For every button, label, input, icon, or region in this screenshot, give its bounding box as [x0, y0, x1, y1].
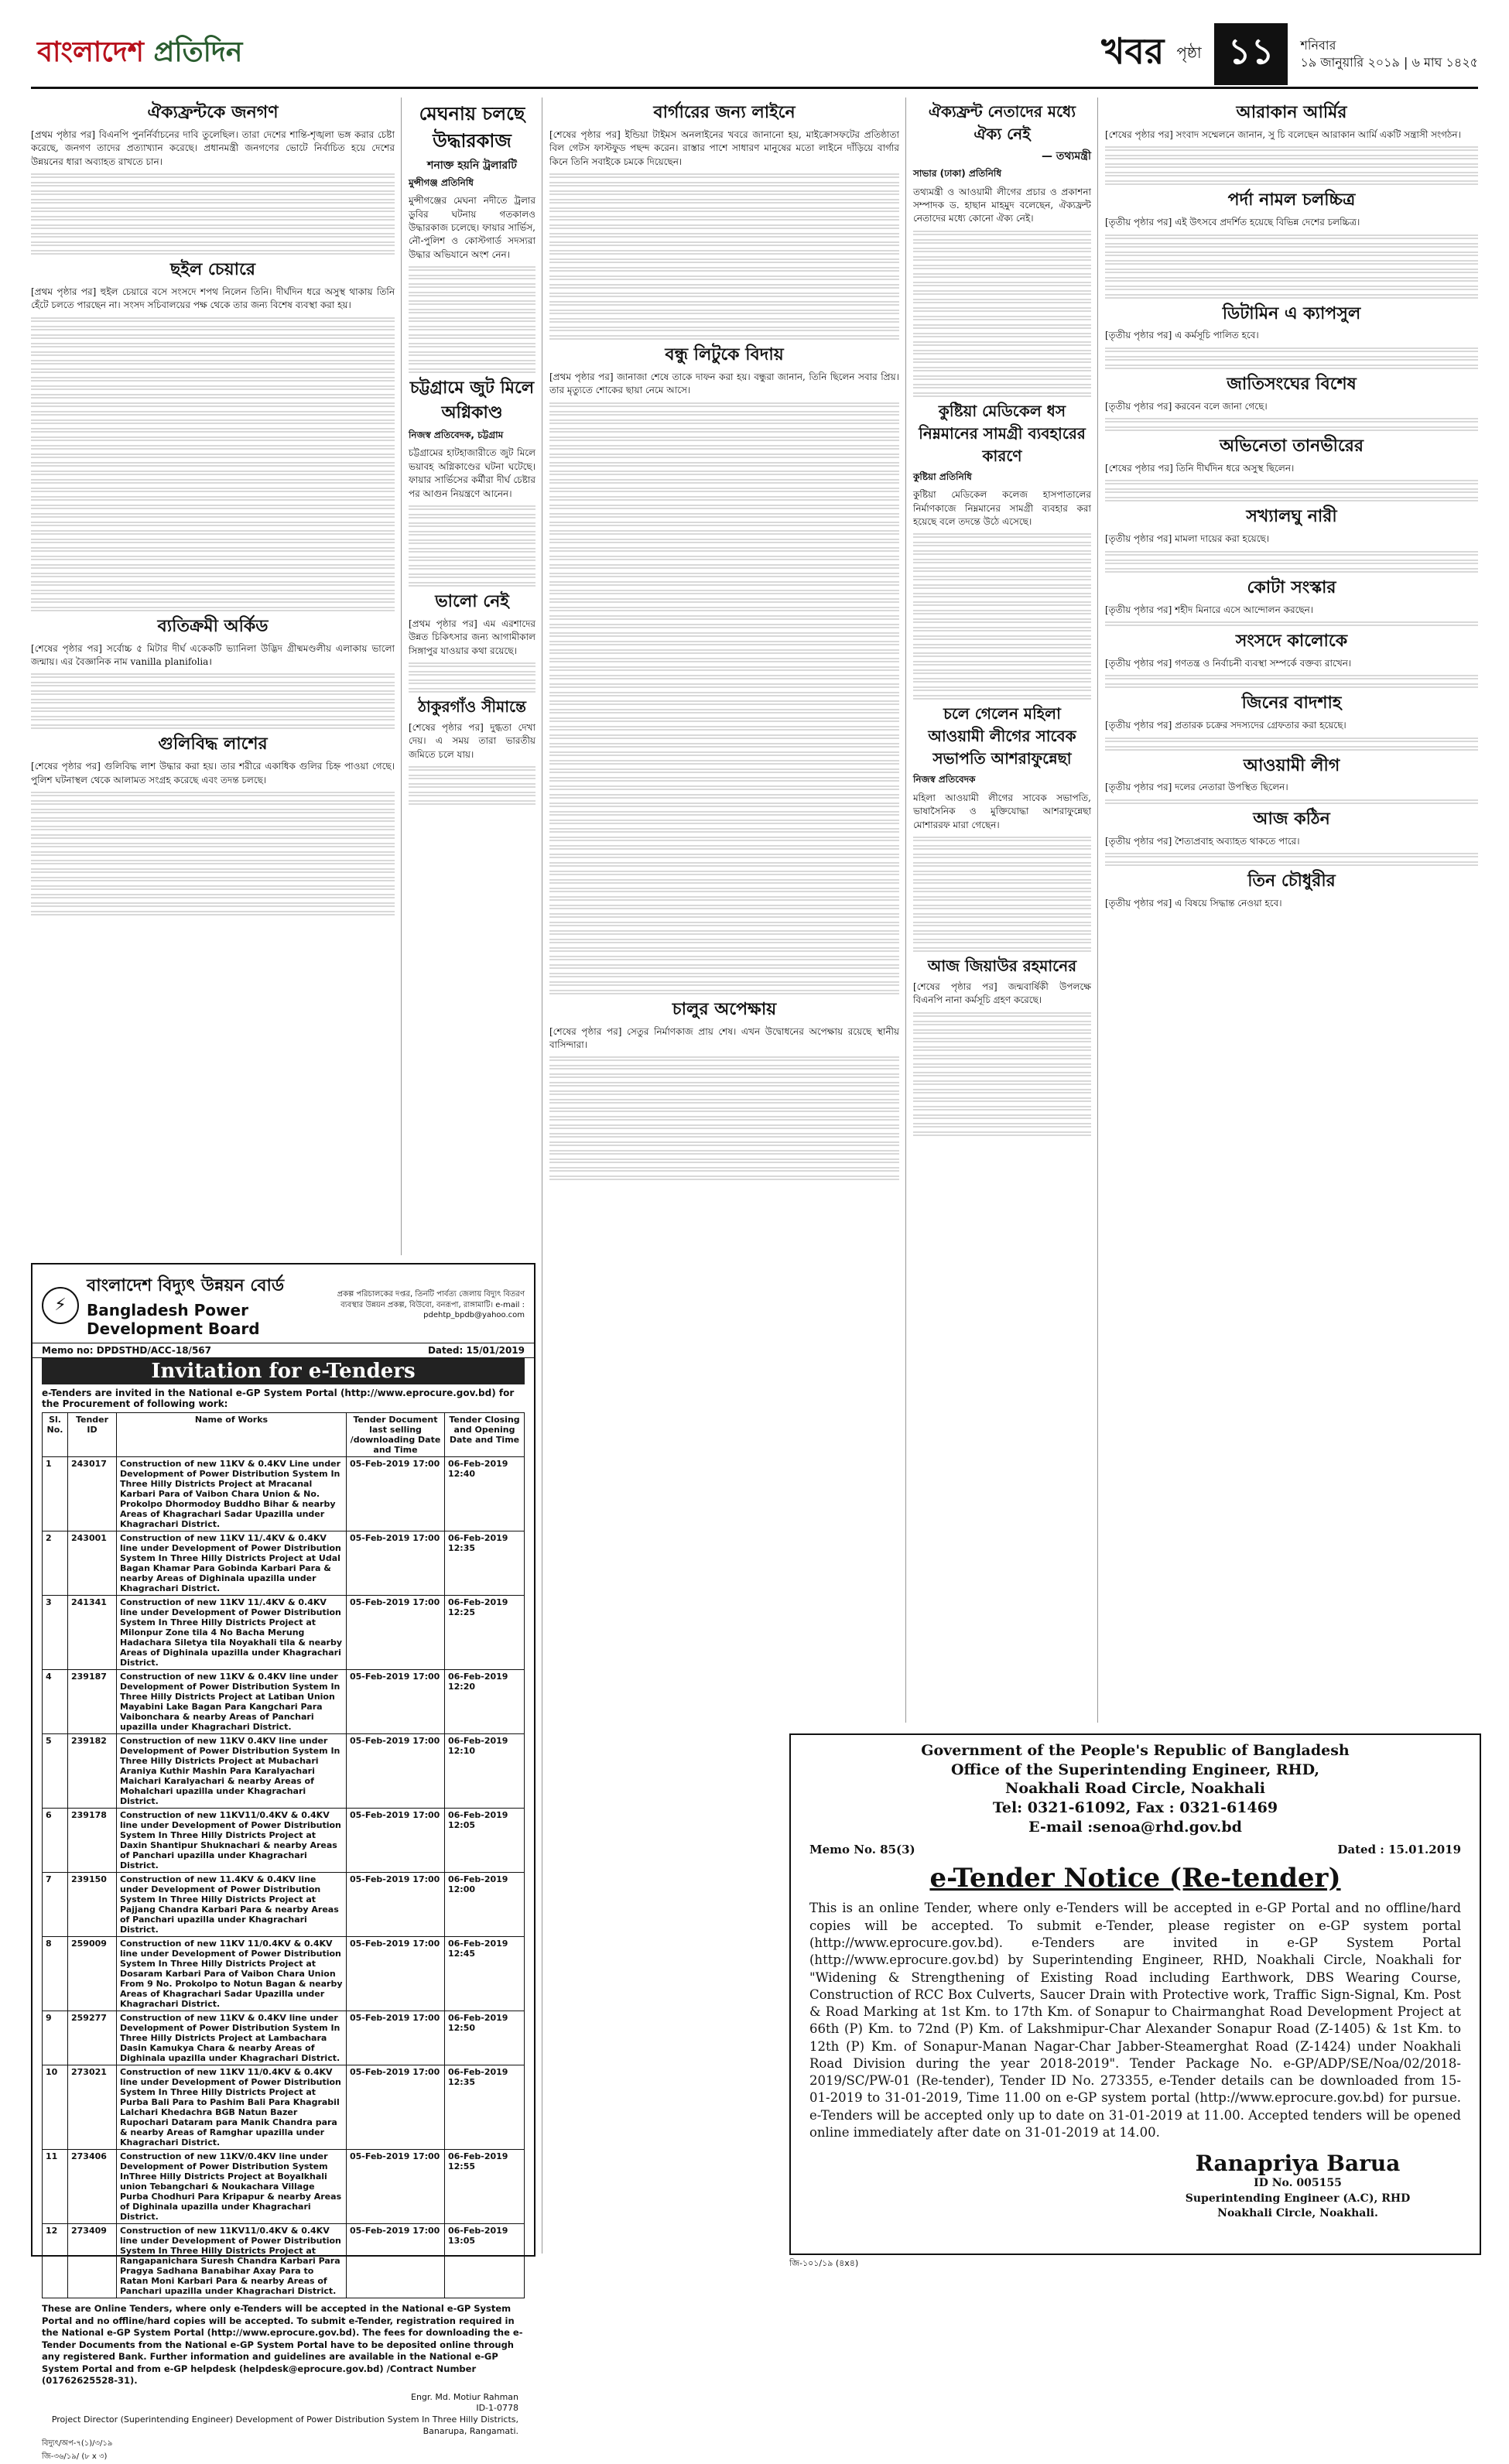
byline: মুন্সীগঞ্জ প্রতিনিধি [409, 176, 474, 188]
signatory-name: Engr. Md. Motiur Rahman [411, 2391, 518, 2402]
cell-tender-id: 239182 [68, 1734, 117, 1809]
column-2 [409, 98, 536, 807]
cell-close-date: 06-Feb-2019 12:05 [445, 1809, 525, 1873]
col-header-last: Tender Document last selling /downloading Date and Time [347, 1413, 445, 1457]
page-number: ১১ [1214, 23, 1288, 85]
article-text: চট্টগ্রামের হাটহাজারীতে জুট মিলে ভয়াবহ অগ্নিকাণ্ডের ঘটনা ঘটেছে। ফায়ার সার্ভিসের কর্মীরা দীর্ঘ চেষ্টার পর আগুন নিয়ন্ত্রণে আনেন। [409, 447, 536, 499]
headline: চলে গেলেন মহিলা আওয়ামী লীগের সাবেক সভাপতি আশরাফুন্নেছা [928, 704, 1076, 768]
ad-header [33, 1265, 534, 1343]
headline: সংসদে কালোকে [1235, 631, 1348, 651]
column-1 [31, 98, 395, 918]
column-divider [401, 98, 402, 1255]
ad-intro: e-Tenders are invited in the National e-GP System Portal (http://www.eprocure.gov.bd) for the Procurement of following work: [42, 1388, 515, 1409]
org-name-bn: বাংলাদেশ বিদ্যুৎ উন্নয়ন বোর্ড [87, 1276, 285, 1295]
col-header-sl: Sl. No. [43, 1413, 68, 1457]
cell-close-date: 06-Feb-2019 12:55 [445, 2150, 525, 2224]
col-header-name: Name of Works [117, 1413, 347, 1457]
cell-work-name: Construction of new 11KV/0.4KV line under Development of Power Distribution System InThree Hilly Districts Project at Boyalkhali union Tebangchari & Noukachara Village Purba Chodhuri Para Kripapur & nearby Areas of Dighinala upazilla under Khagrachari District. [117, 2150, 347, 2224]
cell-sl: 1 [43, 1457, 68, 1531]
col-header-id: Tender ID [68, 1413, 117, 1457]
table-row [43, 2011, 525, 2065]
circle-name: Noakhali Road Circle, Noakhali [1005, 1780, 1265, 1798]
column-divider [905, 98, 906, 1723]
article-text: [শেষের পৃষ্ঠার পর] সংবাদ সম্মেলনে জানান, সু চি বলেছেন আরাকান আর্মি একটি সন্ত্রাসী সংগঠন। [1105, 128, 1461, 140]
signatory-id: ID No. 005155 [1254, 2177, 1342, 2190]
cell-work-name: Construction of new 11KV11/0.4KV & 0.4KV line under Development of Power Distribution System In Three Hilly Districts Project at Daxin Shantipur Shuknachari & nearby Areas of Panchari upazilla under Khagrachari District. [117, 1809, 347, 1873]
headline: তিন চৌধুরীর [1247, 871, 1336, 891]
headline: গুলিবিদ্ধ লাশের [158, 734, 268, 755]
article-text: [শেষের পৃষ্ঠার পর] সর্বোচ্চ ৫ মিটার দীর্ঘ একেকটি ভ্যানিলা উদ্ভিদ গ্রীষ্মমণ্ডলীয় এলাকায় ভালো জন্মায়। এর বৈজ্ঞানিক নাম vanilla planifolia। [31, 642, 395, 668]
col-header-close: Tender Closing and Opening Date and Time [445, 1413, 525, 1457]
cell-tender-id: 273021 [68, 2065, 117, 2150]
ad-title: e-Tender Notice (Re-tender) [929, 1863, 1341, 1894]
cell-close-date: 06-Feb-2019 12:35 [445, 2065, 525, 2150]
cell-last-date: 05-Feb-2019 17:00 [347, 1734, 445, 1809]
memo-row [791, 1836, 1480, 1857]
memo-number: Memo No. 85(3) [809, 1843, 915, 1857]
column-5 [1105, 98, 1478, 913]
article-text: [শেষের পৃষ্ঠার পর] জন্মবার্ষিকী উপলক্ষে বিএনপি নানা কর্মসূচি গ্রহণ করেছে। [913, 980, 1091, 1006]
headline: চালুর অপেক্ষায় [672, 999, 777, 1019]
headline: ঐক্যফ্রন্ট নেতাদের মধ্যে ঐক্য নেই [928, 102, 1076, 143]
cell-close-date: 06-Feb-2019 12:20 [445, 1670, 525, 1734]
ad-codes [33, 2438, 534, 2464]
headline: জিনের বাদশাহ [1241, 693, 1342, 714]
article-text: [শেষের পৃষ্ঠার পর] তিনি দীর্ঘদিন ধরে অসুস্থ ছিলেন। [1105, 463, 1295, 474]
cell-sl: 3 [43, 1596, 68, 1670]
ad-code: জি-৩৬/১৯/ (৮ x ৩) [42, 2452, 108, 2461]
article-text: [তৃতীয় পৃষ্ঠার পর] এই উৎসবে প্রদর্শিত হয়েছে বিভিন্ন দেশের চলচ্চিত্র। [1105, 217, 1360, 228]
cell-last-date: 05-Feb-2019 17:00 [347, 1937, 445, 2011]
table-row [43, 1873, 525, 1937]
table-row [43, 2224, 525, 2298]
cell-work-name: Construction of new 11KV 11/0.4KV & 0.4KV line under Development of Power Distribution System In Three Hilly Districts Project at Dosaram Karbari Para of Vaibon Chara Union From 9 No. Prokolpo to Notun Bagan & nearby Areas of Khagrachari Sadar Upazilla under Khagrachari District. [117, 1937, 347, 2011]
cell-sl: 7 [43, 1873, 68, 1937]
article-text: [শেষের পৃষ্ঠার পর] গুলিবিদ্ধ লাশ উদ্ধার করা হয়। তার শরীরে একাধিক গুলির চিহ্ন পাওয়া গেছে। পুলিশ ঘটনাস্থল থেকে আলামত সংগ্রহ করেছে এবং তদন্ত চলছে। [31, 761, 395, 785]
article-text: [তৃতীয় পৃষ্ঠার পর] দলের নেতারা উপস্থিত ছিলেন। [1105, 782, 1288, 793]
cell-close-date: 06-Feb-2019 12:25 [445, 1596, 525, 1670]
memo-date: Dated: 15/01/2019 [427, 1345, 525, 1356]
cell-tender-id: 259009 [68, 1937, 117, 2011]
cell-close-date: 06-Feb-2019 13:05 [445, 2224, 525, 2298]
article-text: [তৃতীয় পৃষ্ঠার পর] করবেন বলে জানা গেছে। [1105, 400, 1268, 412]
cell-close-date: 06-Feb-2019 12:40 [445, 1457, 525, 1531]
headline: সখ্যালঘু নারী [1246, 507, 1337, 527]
org-name-en: Bangladesh Power Development Board [87, 1301, 260, 1338]
logo-main-text: বাংলাদেশ [37, 36, 154, 68]
byline: কুষ্টিয়া প্রতিনিধি [913, 471, 972, 482]
cell-last-date: 05-Feb-2019 17:00 [347, 1457, 445, 1531]
table-row [43, 1457, 525, 1531]
article-text: [তৃতীয় পৃষ্ঠার পর] শৈত্যপ্রবাহ অব্যাহত থাকতে পারে। [1105, 835, 1300, 847]
article-text: [প্রথম পৃষ্ঠার পর] জানাজা শেষে তাকে দাফন করা হয়। বন্ধুরা জানান, তিনি ছিলেন সবার প্রিয়। তার মৃত্যুতে শোকের ছায়া নেমে আসে। [549, 371, 899, 396]
signatory-title: Superintending Engineer (A.C), RHD [1185, 2192, 1411, 2205]
cell-last-date: 05-Feb-2019 17:00 [347, 2150, 445, 2224]
cell-tender-id: 241341 [68, 1596, 117, 1670]
article-text: [প্রথম পৃষ্ঠার পর] হুইল চেয়ারে বসে সংসদে শপথ নিলেন তিনি। দীর্ঘদিন ধরে অসুস্থ থাকায় তিনি হেঁটে চলতে পারছেন না। সংসদ সচিবালয়ের পক্ষ থেকে তার জন্য বিশেষ ব্যবস্থা করা হয়। [31, 286, 395, 311]
cell-work-name: Construction of new 11KV 11/0.4KV & 0.4KV line under Development of Power Distribution System In Three Hilly Districts Project at Purba Bali Para to Pashim Bali Para Khagrabil Lalchari Khedachra BGB Natun Bazer Rupochari Dataram para Manik Chandra para & nearby Areas of Ramghar upazilla under Khagrachari District. [117, 2065, 347, 2150]
cell-last-date: 05-Feb-2019 17:00 [347, 2065, 445, 2150]
cell-work-name: Construction of new 11.4KV & 0.4KV line under Development of Power Distribution System In Three Hilly Districts Project at Pajjang Chandra Karbari Para & nearby Areas of Panchari upazilla under Khagrachari District. [117, 1873, 347, 1937]
contact-tel: Tel: 0321-61092, Fax : 0321-61469 [992, 1799, 1278, 1817]
article-text: তথ্যমন্ত্রী ও আওয়ামী লীগের প্রচার ও প্রকাশনা সম্পাদক ড. হাছান মাহমুদ বলেছেন, ঐক্যফ্রন্ট নেতাদের মধ্যে কোনো ঐক্য নেই। [913, 186, 1091, 224]
table-row [43, 1596, 525, 1670]
headline: ঠাকুরগাঁও সীমান্তে [418, 697, 526, 717]
headline: কুষ্টিয়া মেডিকেল ধস নিম্নমানের সামগ্রী ব্যবহারের কারণে [919, 401, 1086, 465]
headline: আওয়ামী লীগ [1243, 755, 1340, 775]
tender-table [42, 1412, 525, 2298]
column-divider [1097, 98, 1098, 1723]
table-row [43, 1531, 525, 1596]
cell-work-name: Construction of new 11KV & 0.4KV line under Development of Power Distribution System In Three Hilly Districts Project at Latiban Union Mayabini Lake Bagan Para Kangchari Para Vaibonchara & nearby Areas of Panchari upazilla under Khagrachari District. [117, 1670, 347, 1734]
logo-accent-text: প্রতিদিন [153, 36, 243, 68]
headline: পর্দা নামল চলচ্চিত্র [1227, 190, 1356, 210]
header-rule [31, 87, 1478, 89]
bpdb-tender-ad [31, 1263, 536, 2461]
signature-block [33, 2392, 534, 2438]
article-text: [প্রথম পৃষ্ঠার পর] এম এরশাদের উন্নত চিকিৎসার জন্য আগামীকাল সিঙ্গাপুর যাওয়ার কথা রয়েছে। [409, 618, 536, 656]
cell-sl: 5 [43, 1734, 68, 1809]
cell-work-name: Construction of new 11KV11/0.4KV & 0.4KV line under Development of Power Distribution System In Three Hilly Districts Project at Rangapanichara Suresh Chandra Karbari Para Pragya Sadhana Banabihar Axay Para to Ratan Moni Karbari Para & nearby Areas of Panchari upazilla under Khagrachari District. [117, 2224, 347, 2298]
article-text: [তৃতীয় পৃষ্ঠার পর] প্রতারক চক্রের সদস্যদের গ্রেফতার করা হয়েছে। [1105, 720, 1346, 731]
cell-tender-id: 259277 [68, 2011, 117, 2065]
cell-last-date: 05-Feb-2019 17:00 [347, 1531, 445, 1596]
ad-title: Invitation for e-Tenders [42, 1358, 525, 1384]
article-text: [শেষের পৃষ্ঠার পর] দুগ্ধতা দেখা দেয়। এ সময় তারা ভারতীয় জমিতে চলে যায়। [409, 722, 536, 760]
headline: বার্গারের জন্য লাইনে [653, 103, 796, 122]
rhd-tender-ad [789, 1733, 1481, 2255]
article-text: [তৃতীয় পৃষ্ঠার পর] শহীদ মিনারে এসে আন্দোলন করছেন। [1105, 604, 1314, 615]
article-text: [প্রথম পৃষ্ঠার পর] বিএনপি পুনর্নির্বাচনের দাবি তুলেছিল। তারা দেশের শান্তি-শৃঙ্খলা ভঙ্গ করার চেষ্টা করেছে, জনগণ তাদের প্রত্যাখ্যান করেছে। প্রধানমন্ত্রী জনগণের ভোটে নির্বাচিত হয়ে দেশের উন্নয়নের ধারা অব্যাহত রাখতে চান। [31, 128, 395, 167]
article-text: [তৃতীয় পৃষ্ঠার পর] এ কর্মসূচি পালিত হবে। [1105, 330, 1259, 341]
day-label: শনিবার [1300, 37, 1336, 53]
cell-tender-id: 239178 [68, 1809, 117, 1873]
byline: সাভার (ঢাকা) প্রতিনিধি [913, 168, 1002, 180]
table-row [43, 1809, 525, 1873]
subheadline: শনাক্ত হয়নি ট্রলারটি [427, 159, 517, 172]
signatory-id: ID-1-0778 [476, 2403, 518, 2414]
cell-last-date: 05-Feb-2019 17:00 [347, 1873, 445, 1937]
cell-sl: 4 [43, 1670, 68, 1734]
cell-work-name: Construction of new 11KV & 0.4KV line under Development of Power Distribution System In Three Hilly Districts Project at Lambachara Dasin Kamukya Chara & nearby Areas of Dighinala upazilla under Khagrachari District. [117, 2011, 347, 2065]
signatory-title: Project Director (Superintending Engineer) Development of Power Distribution System In Three Hilly Districts, Banarupa, Rangamati. [51, 2414, 518, 2437]
cell-last-date: 05-Feb-2019 17:00 [347, 1596, 445, 1670]
article-text: মুন্সীগঞ্জের মেঘনা নদীতে ট্রলার ডুবির ঘটনায় গতকালও উদ্ধারকাজ চলেছে। ফায়ার সার্ভিস, নৌ-পুলিশ ও কোস্টগার্ড সদস্যরা উদ্ধার অভিযানে অংশ নেন। [409, 195, 536, 260]
article-text: কুষ্টিয়া মেডিকেল কলেজ হাসপাতালের নির্মাণকাজে নিম্নমানের সামগ্রী ব্যবহার করা হয়েছে বলে তদন্তে উঠে এসেছে। [913, 489, 1091, 528]
headline: ছইল চেয়ারে [170, 260, 255, 280]
table-row [43, 1670, 525, 1734]
headline: জাতিসংঘের বিশেষ [1227, 374, 1357, 394]
table-row [43, 2065, 525, 2150]
headline: বন্ধু লিটুকে বিদায় [665, 345, 784, 365]
page-word: পৃষ্ঠা [1176, 43, 1202, 62]
cell-last-date: 05-Feb-2019 17:00 [347, 1809, 445, 1873]
cell-last-date: 05-Feb-2019 17:00 [347, 2011, 445, 2065]
cell-sl: 9 [43, 2011, 68, 2065]
memo-row [33, 1343, 534, 1358]
cell-work-name: Construction of new 11KV & 0.4KV Line under Development of Power Distribution System In Three Hilly Districts Project at Mracanal Karbari Para of Vaibon Chara Union & No. Prokolpo Dhormodoy Buddho Bihar & nearby Areas of Khagrachari Sadar Upazilla under Khagrachari District. [117, 1457, 347, 1531]
cell-tender-id: 273409 [68, 2224, 117, 2298]
cell-sl: 8 [43, 1937, 68, 2011]
article-text: [শেষের পৃষ্ঠার পর] সেতুর নির্মাণকাজ প্রায় শেষ। এখন উদ্বোধনের অপেক্ষায় রয়েছে স্থানীয় বাসিন্দারা। [549, 1025, 899, 1051]
cell-work-name: Construction of new 11KV 0.4KV line under Development of Power Distribution System In Three Hilly Districts Project at Mubachari Araniya Kuthir Mashin Para Karalyachari Maichari Karalyachari & nearby Areas of Mohalchari upazilla under Khagrachari District. [117, 1734, 347, 1809]
cell-work-name: Construction of new 11KV 11/.4KV & 0.4KV line under Development of Power Distribution System In Three Hilly Districts Project at Udal Bagan Khamar Para Gobinda Karbari Para & nearby Areas of Dighinala upazilla under Khagrachari District. [117, 1531, 347, 1596]
cell-last-date: 05-Feb-2019 17:00 [347, 2224, 445, 2298]
headline: মেঘনায় চলছে উদ্ধারকাজ [419, 103, 525, 152]
memo-number: Memo no: DPDSTHD/ACC-18/567 [42, 1345, 211, 1356]
headline: চট্টগ্রামে জুট মিলে অগ্নিকাণ্ড [409, 378, 535, 423]
bpdb-logo-icon: ⚡ [42, 1287, 79, 1324]
article-text: [তৃতীয় পৃষ্ঠার পর] গণতন্ত্র ও নির্বাচনী ব্যবস্থা সম্পর্কে বক্তব্য রাখেন। [1105, 657, 1352, 669]
headline: ডিটামিন এ ক্যাপসুল [1222, 303, 1361, 323]
table-row [43, 1734, 525, 1809]
article-text: [শেষের পৃষ্ঠার পর] ইন্ডিয়া টাইমস অনলাইনের খবরে জানানো হয়, মাইক্রোসফটের প্রতিষ্ঠাতা বিল গেটস ফাস্টফুড পছন্দ করেন। রাস্তার পাশে সাধারণ মানুষের মতো লাইনে দাঁড়িয়ে বার্গার কিনে তিনি সবাইকে চমকে দিয়েছেন। [549, 128, 899, 167]
signatory-name: Ranapriya Barua [1195, 2151, 1401, 2177]
ad-body: This is an online Tender, where only e-Tenders will be accepted in e-GP Portal and no offline/hard copies will be accepted. To submit e-Tender, please register on e-GP system portal (http://www.eprocure.gov.bd). e-Tenders are invited in e-GP System Portal (http://www.eprocure.gov.bd) by Superintending Engineer, RHD, Noakhali Circle, Noakhali for "Widening & Strengthening of Existing Road including Earthwork, DBS Wearing Course, Construction of RCC Box Culverts, Saucer Drain with Protective work, Traffic Sign-Signal, Km. Post & Road Marking at 1st Km. to 17th Km. of Sonapur to Chairmanghat Road Development Project at 66th (P) Km. to 72nd (P) Km. of Lakshmipur-Char Alexander Sonapur Road (Z-1405) & 1st Km. to 12th (P) Km. of Sonapur-Manan Nagar-Char Jabber-Steamerghat Road (Z-1424) under Noakhali Road Division during the year 2018-2019". Tender Package No. e-GP/ADP/SE/Noa/02/2018-2019/SC/PW-01 (Re-tender), Tender ID No. 273355, e-Tender details can be downloaded from 15-01-2019 to 31-01-2019, Time 11.00 on e-GP system portal (http://www.eprocure.gov.bd) for pursue. e-Tenders will be accepted only up to date on 31-01-2019 at 11.00. Accepted tenders will be opened online immediately after date on 31-01-2019 at 14.00. [809, 1901, 1461, 2140]
office-address: প্রকল্প পরিচালকের দপ্তর, তিনটি পার্বত্য জেলায় বিদ্যুৎ বিতরণ ব্যবস্থার উন্নয়ন প্রকল্প, বিউবো, বনরূপা, রাঙ্গামাটি। e-mail : pdehtp_bpdb@yahoo.com [337, 1290, 525, 1320]
date-label: ১৯ জানুয়ারি ২০১৯ | ৬ মাঘ ১৪২৫ [1300, 55, 1478, 70]
ad-code: জি-১০১/১৯ (৪x৪) [789, 2258, 859, 2268]
cell-tender-id: 243017 [68, 1457, 117, 1531]
cell-close-date: 06-Feb-2019 12:00 [445, 1873, 525, 1937]
column-3 [549, 98, 899, 1182]
cell-close-date: 06-Feb-2019 12:45 [445, 1937, 525, 2011]
cell-tender-id: 239187 [68, 1670, 117, 1734]
cell-sl: 2 [43, 1531, 68, 1596]
cell-sl: 6 [43, 1809, 68, 1873]
headline: ভালো নেই [435, 591, 509, 611]
byline: নিজস্ব প্রতিবেদক [913, 774, 976, 785]
signatory-place: Noakhali Circle, Noakhali. [1217, 2207, 1378, 2220]
cell-sl: 12 [43, 2224, 68, 2298]
headline: ঐক্যফ্রন্টকে জনগণ [147, 103, 279, 122]
memo-date: Dated : 15.01.2019 [1337, 1843, 1461, 1857]
cell-last-date: 05-Feb-2019 17:00 [347, 1670, 445, 1734]
ad-header [791, 1735, 1480, 1836]
headline: আজ জিয়াউর রহমানের [927, 956, 1077, 975]
cell-close-date: 06-Feb-2019 12:10 [445, 1734, 525, 1809]
ad-footer-text: These are Online Tenders, where only e-Tenders will be accepted in the National e-GP System Portal and no offline/hard copies will be accepted. To submit e-Tender, registration required in the National e-GP System Portal (http://www.eprocure.gov.bd). The fees for downloading the e-Tender Documents from the National e-GP System Portal have to be deposited online through any registered Bank. Further information and guidelines are available in the National e-GP System Portal and from e-GP helpdesk (helpdesk@eprocure.gov.bd) /Contract Number (01762625528-31). [42, 2303, 523, 2387]
cell-tender-id: 273406 [68, 2150, 117, 2224]
headline: অভিনেতা তানভীরের [1219, 436, 1364, 457]
page-header [1101, 23, 1478, 85]
newspaper-logo [37, 31, 242, 77]
cell-work-name: Construction of new 11KV 11/.4KV & 0.4KV line under Development of Power Distribution System In Three Hilly Districts Project at Milonpur Zone tila 4 No Bacha Merung Hadachara Siletya tila Noyakhali tila & nearby Areas of Dighinala upazilla under Khagrachari District. [117, 1596, 347, 1670]
cell-close-date: 06-Feb-2019 12:50 [445, 2011, 525, 2065]
gov-name: Government of the People's Republic of Bangladesh [921, 1742, 1350, 1759]
section-title: খবর [1101, 30, 1165, 72]
headline: আজ কঠিন [1253, 809, 1330, 829]
office-name: Office of the Superintending Engineer, RHD, [950, 1761, 1320, 1778]
subheadline: — তথ্যমন্ত্রী [1041, 150, 1091, 163]
cell-close-date: 06-Feb-2019 12:35 [445, 1531, 525, 1596]
signature-block [1116, 2151, 1480, 2222]
date-block [1300, 37, 1478, 72]
article-text: [তৃতীয় পৃষ্ঠার পর] মামলা দায়ের করা হয়েছে। [1105, 533, 1270, 545]
cell-sl: 11 [43, 2150, 68, 2224]
headline: আরাকান আর্মির [1236, 103, 1347, 122]
contact-email: E-mail :senoa@rhd.gov.bd [1028, 1818, 1242, 1836]
ad-code: বিদ্যুৎ/অপ-৭(১)/৩/১৯ [42, 2438, 113, 2448]
article-text: [তৃতীয় পৃষ্ঠার পর] এ বিষয়ে সিদ্ধান্ত নেওয়া হবে। [1105, 897, 1282, 909]
article-text: মহিলা আওয়ামী লীগের সাবেক সভাপতি, ভাষাসৈনিক ও মুক্তিযোদ্ধা আশরাফুন্নেছা মোশাররফ মারা গেছেন। [913, 792, 1091, 830]
column-4 [913, 98, 1091, 1138]
byline: নিজস্ব প্রতিবেদক, চট্টগ্রাম [409, 429, 504, 441]
headline: ব্যতিক্রমী অর্কিড [157, 616, 269, 636]
cell-tender-id: 239150 [68, 1873, 117, 1937]
table-row [43, 1937, 525, 2011]
cell-tender-id: 243001 [68, 1531, 117, 1596]
table-row [43, 2150, 525, 2224]
cell-sl: 10 [43, 2065, 68, 2150]
headline: কোটা সংস্কার [1247, 577, 1336, 597]
